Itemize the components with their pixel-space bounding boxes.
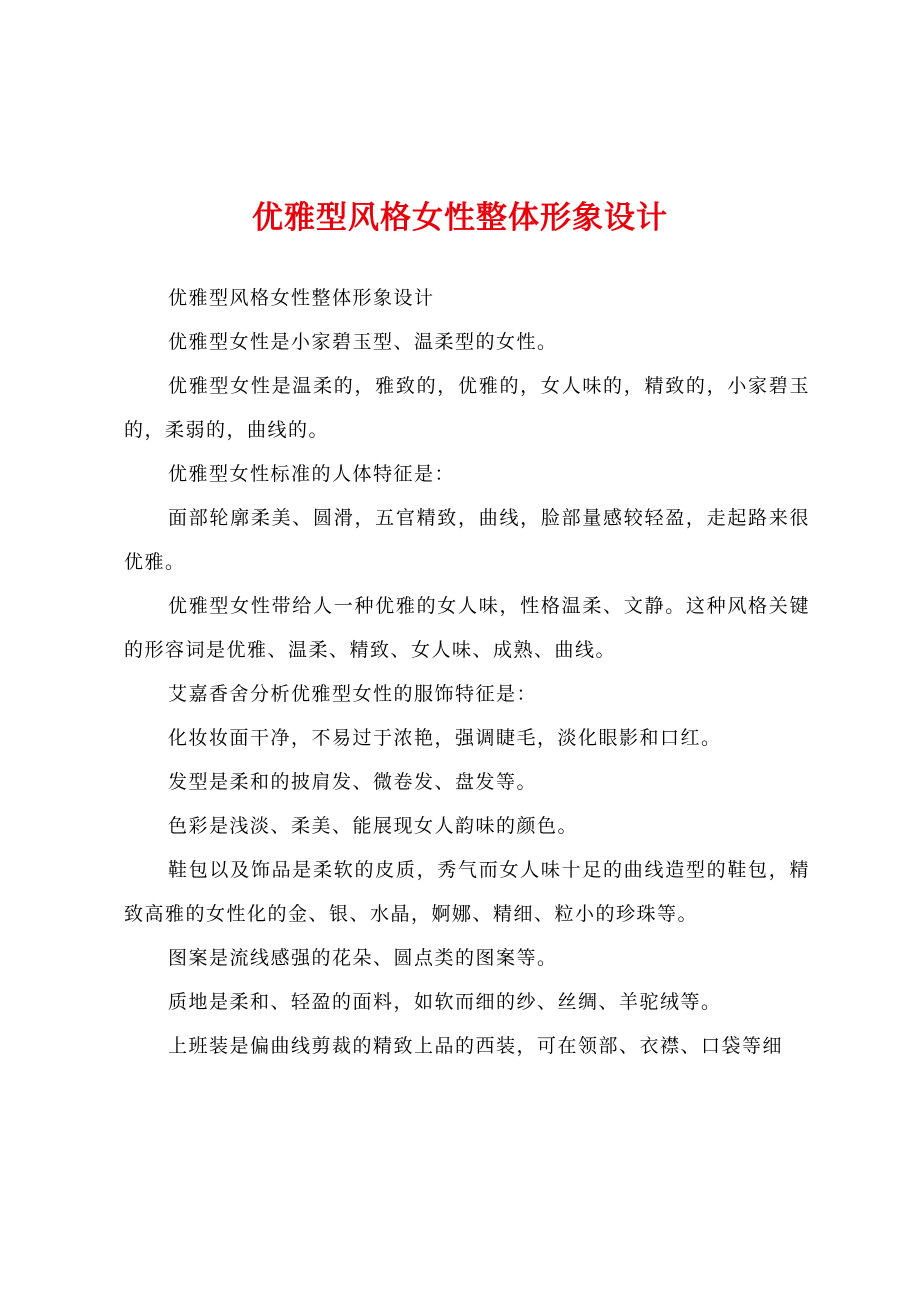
paragraph: 鞋包以及饰品是柔软的皮质，秀气而女人味十足的曲线造型的鞋包，精致高雅的女性化的金、银、水晶，婀娜、精细、粒小的珍珠等。 <box>124 859 810 925</box>
paragraph: 面部轮廓柔美、圆滑，五官精致，曲线，脸部量感较轻盈，走起路来很优雅。 <box>124 507 810 573</box>
paragraph: 优雅型风格女性整体形象设计 <box>168 287 435 309</box>
paragraph: 质地是柔和、轻盈的面料，如软而细的纱、丝绸、羊驼绒等。 <box>168 991 722 1013</box>
paragraph: 优雅型女性是小家碧玉型、温柔型的女性。 <box>168 331 558 353</box>
paragraph: 化妆妆面干净，不易过于浓艳，强调睫毛，淡化眼影和口红。 <box>168 727 722 749</box>
paragraph: 优雅型女性带给人一种优雅的女人味，性格温柔、文静。这种风格关键的形容词是优雅、温柔、精致、女人味、成熟、曲线。 <box>124 595 810 661</box>
paragraph: 艾嘉香舍分析优雅型女性的服饰特征是： <box>168 683 538 705</box>
document-title: 优雅型风格女性整体形象设计 <box>252 200 668 236</box>
paragraph: 优雅型女性标准的人体特征是： <box>168 463 456 485</box>
paragraph: 上班装是偏曲线剪裁的精致上品的西装，可在领部、衣襟、口袋等细 <box>168 1035 784 1057</box>
paragraph: 图案是流线感强的花朵、圆点类的图案等。 <box>168 947 558 969</box>
paragraph: 色彩是浅淡、柔美、能展现女人韵味的颜色。 <box>168 815 579 837</box>
document-body <box>124 276 810 1068</box>
paragraph: 发型是柔和的披肩发、微卷发、盘发等。 <box>168 771 538 793</box>
paragraph: 优雅型女性是温柔的，雅致的，优雅的，女人味的，精致的，小家碧玉的，柔弱的，曲线的。 <box>124 375 810 441</box>
